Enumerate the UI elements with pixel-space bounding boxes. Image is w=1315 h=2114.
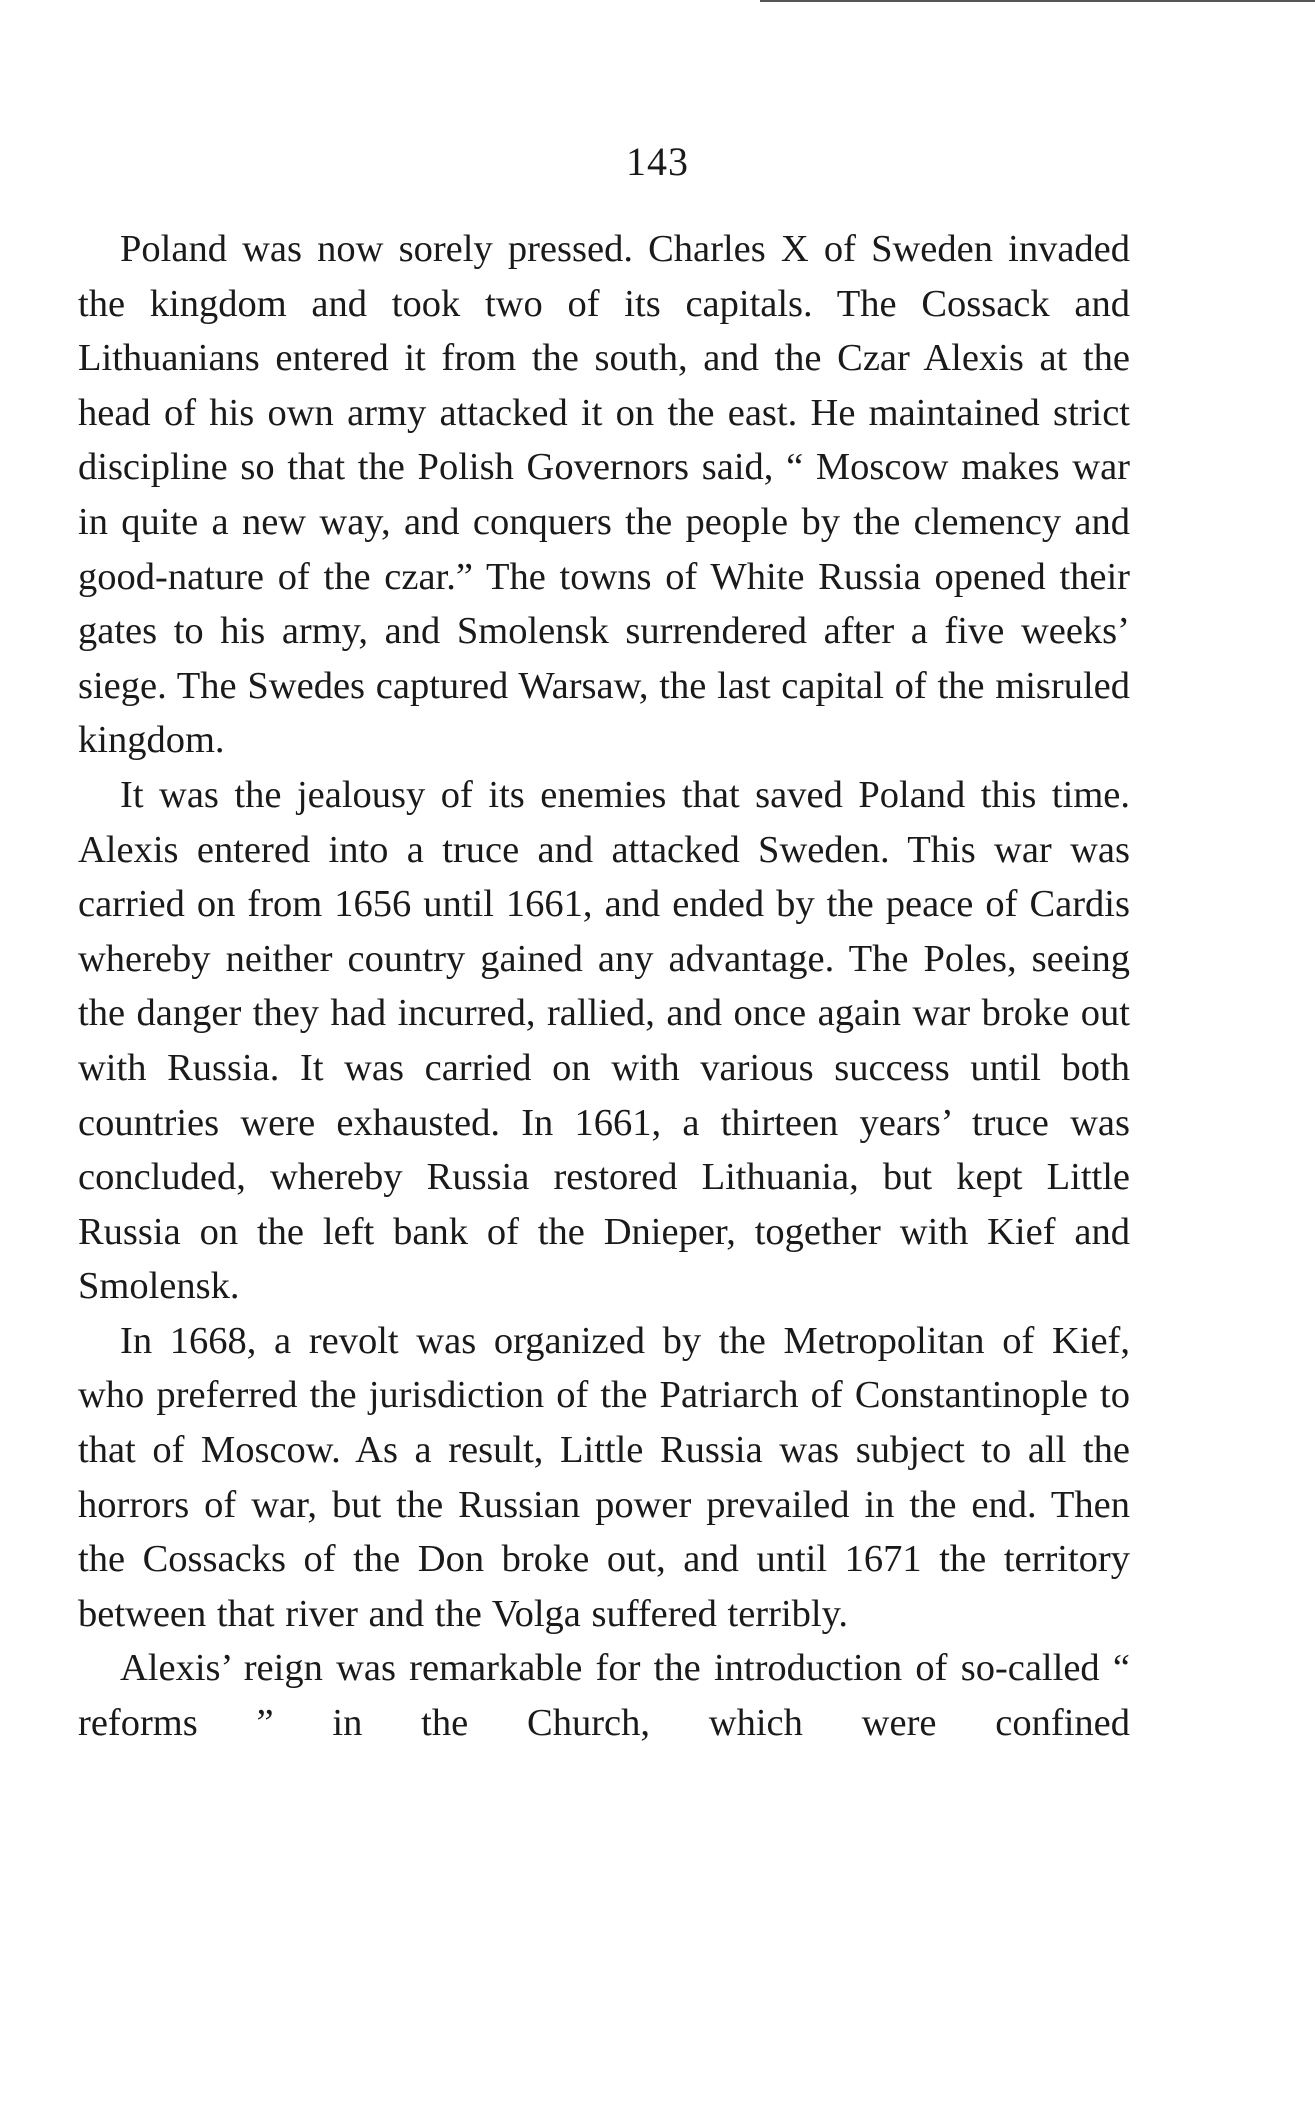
body-text <box>78 222 1130 1751</box>
paragraph-church-reforms: Alexis’ reign was remarkable for the introduction of so-called “ reforms ” in the Church, which were confined <box>78 1647 1130 1745</box>
top-edge-rule <box>760 0 1315 2</box>
page-number: 143 <box>626 139 689 184</box>
paragraph-poland-pressed: Poland was now sorely pressed. Charles X of Sweden invaded the kingdom and took two of its capitals. The Cossack and Lithuanians entered it from the south, and the Czar Alexis at the head of his own army attacked it on the east. He maintained strict discipline so that the Polish Governors said, “ Moscow makes war in quite a new way, and conquers the people by the clemency and good-nature of the czar.” The towns of White Russia opened their gates to his army, and Smolensk surrendered after a five weeks’ siege. The Swedes captured Warsaw, the last capital of the misruled kingdom. <box>78 228 1130 762</box>
paragraph-jealousy-of-enemies: It was the jealousy of its enemies that saved Poland this time. Alexis entered into a truce and attacked Sweden. This war was carried on from 1656 until 1661, and ended by the peace of Cardis whereby neither country gained any advantage. The Poles, seeing the danger they had incurred, rallied, and once again war broke out with Russia. It was carried on with various success until both countries were exhausted. In 1661, a thirteen years’ truce was concluded, whereby Russia restored Lithuania, but kept Little Russia on the left bank of the Dnieper, together with Kief and Smolensk. <box>78 773 1130 1308</box>
paragraph-revolt-1668: In 1668, a revolt was organized by the Metropolitan of Kief, who preferred the jurisdiction of the Patriarch of Constantinople to that of Moscow. As a result, Little Russia was subject to all the horrors of war, but the Russian power prevailed in the end. Then the Cossacks of the Don broke out, and until 1671 the territory between that river and the Volga suffered terribly. <box>78 1319 1130 1635</box>
